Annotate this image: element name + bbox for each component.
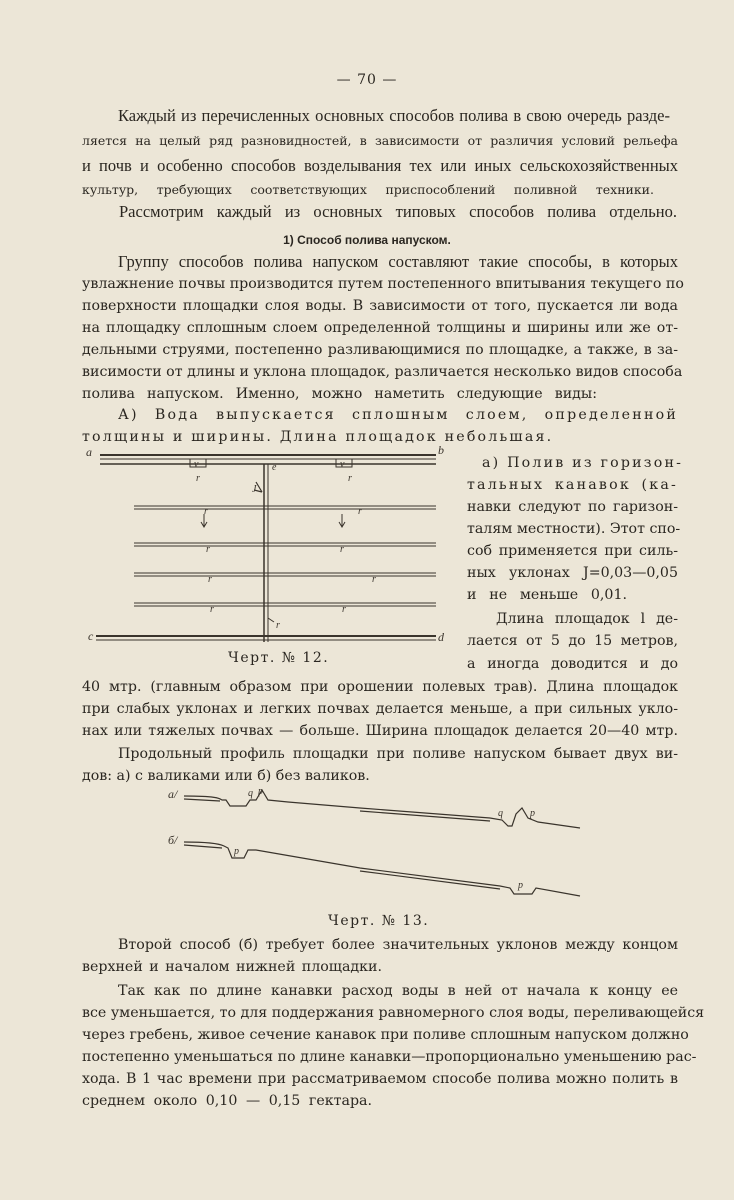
para1-line-6: висимости от длины и уклона площадок, различается несколько видов способа [82, 364, 683, 380]
para2-line-2: при слабых уклонах и легких почвах делается меньше, а при сильных укло- [82, 701, 678, 717]
fig12-label-r-2: r [348, 473, 352, 484]
para5-line-6: среднем около 0,10 — 0,15 гектара. [82, 1093, 372, 1109]
fig12-label-b: b [438, 446, 444, 457]
para4-line-1: Второй способ (б) требует более значительных уклонов между концом [118, 937, 678, 953]
side-line-2: тальных канавок (ка- [467, 477, 678, 493]
para1-line-5: дельными струями, постепенно разливающимися по площадке, а также, в за- [82, 342, 678, 358]
fig13-label-p-1: p [258, 786, 263, 797]
para2-line-3: нах или тяжелых почвах — больше. Ширина площадок делается 20—40 мтр. [82, 723, 678, 739]
fig12-label-j: J [252, 484, 257, 495]
fig12-label-d: d [438, 630, 444, 644]
page-number: — 70 — [336, 72, 398, 88]
intro-line-2: ляется на целый ряд разновидностей, в зависимости от различия условий рельефа [82, 133, 678, 148]
para1-line-3: поверхности площадки слоя воды. В зависимости от того, пускается ли вода [82, 298, 678, 314]
para1-line-7: полива напуском. Именно, можно наметить следующие виды: [82, 386, 597, 402]
fig12-label-r-6: r [340, 544, 344, 555]
para5-line-5: хода. В 1 час времени при рассматриваемом способе полива можно полить в [82, 1071, 678, 1087]
para5-line-2: все уменьшается, то для поддержания равномерного слоя воды, переливающейся [82, 1005, 705, 1021]
side-line-8: Длина площадок l де- [496, 611, 678, 627]
para1-line-1: Группу способов полива напуском составляют такие способы, в которых [118, 252, 678, 271]
fig12-label-r-5: r [206, 544, 210, 555]
item-a-line-1: А) Вода выпускается сплошным слоем, определенной [118, 407, 678, 423]
para4-line-2: верхней и началом нижней площадки. [82, 959, 382, 975]
para3-line-1: Продольный профиль площадки при поливе напуском бывает двух ви- [118, 746, 678, 762]
side-line-7: и не меньше 0,01. [467, 587, 627, 603]
para5-line-3: через гребень, живое сечение канавок при поливе сплошным напуском должно [82, 1027, 689, 1043]
side-line-6: ных уклонах J=0,03—0,05 [467, 565, 678, 581]
fig12-label-r-8: r [372, 574, 376, 585]
fig12-label-a: a [86, 446, 92, 459]
fig12-label-r-10: r [342, 604, 346, 615]
fig12-label-c: c [88, 629, 94, 643]
fig13-label-p-3: p [234, 846, 239, 857]
figure-13-profile-diagram [160, 778, 600, 912]
para5-line-4: постепенно уменьшаться по длине канавки—пропорционально уменьшению рас- [82, 1049, 697, 1065]
side-line-3: навки следуют по гаризон- [467, 499, 678, 515]
fig12-label-e: e [272, 462, 277, 473]
para2-line-1: 40 мтр. (главным образом при орошении полевых трав). Длина площадок [82, 679, 678, 695]
side-line-1: а) Полив из горизон- [482, 455, 684, 471]
intro-line-5: Рассмотрим каждый из основных типовых способов полива отдельно. [119, 202, 677, 221]
fig12-label-r-7: r [208, 574, 212, 585]
section-heading: 1) Способ полива напуском. [283, 233, 451, 247]
para1-line-2: увлажнение почвы производится путем постепенного впитывания текущего по [82, 276, 684, 292]
side-line-9: лается от 5 до 15 метров, [467, 633, 678, 649]
fig12-label-r-1: r [196, 473, 200, 484]
fig12-label-r-3: r [204, 506, 208, 517]
side-line-10: а иногда доводится и до [467, 656, 678, 672]
fig13-label-p-2: p [530, 808, 535, 819]
intro-line-3: и почв и особенно способов возделывания тех или иных сельскохозяйственных [82, 156, 678, 175]
side-line-4: талям местности). Этот спо- [467, 521, 681, 537]
para3-line-2: дов: а) с валиками или б) без валиков. [82, 768, 370, 784]
fig13-label-p-4: p [518, 880, 523, 891]
fig13-label-q-2: q [498, 808, 503, 819]
fig13-label-a: а/ [168, 787, 178, 801]
fig12-label-v-right: v [340, 459, 345, 470]
fig13-label-b: б/ [168, 833, 178, 847]
para1-line-4: на площадку сплошным слоем определенной толщины и ширины или же от- [82, 320, 678, 336]
item-a-line-2: толщины и ширины. Длина площадок небольшая. [82, 429, 554, 445]
fig12-label-r-4: r [358, 506, 362, 517]
para5-line-1: Так как по длине канавки расход воды в ней от начала к концу ее [118, 983, 678, 999]
fig12-label-v-left: v [194, 459, 199, 470]
figure-13-caption: Черт. № 13. [328, 913, 430, 929]
figure-12-caption: Черт. № 12. [228, 650, 330, 666]
fig13-label-q-1: q [248, 788, 253, 799]
side-line-5: соб применяется при силь- [467, 543, 678, 559]
figure-12-plan-diagram [86, 446, 454, 646]
fig12-label-r-9: r [210, 604, 214, 615]
intro-line-1: Каждый из перечисленных основных способов полива в свою очередь разде- [118, 106, 670, 125]
intro-line-4: культур, требующих соответствующих приспособлений поливной техники. [82, 182, 654, 197]
fig12-label-r-11: r [276, 620, 280, 631]
